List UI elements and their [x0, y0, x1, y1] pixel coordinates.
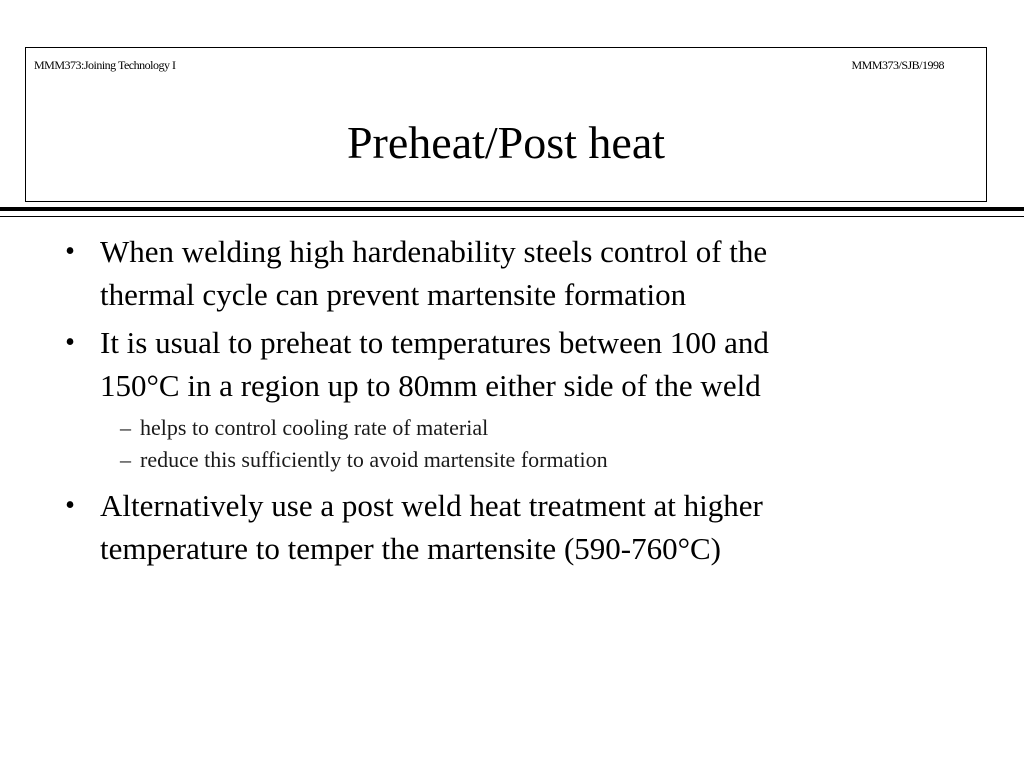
slide-title: Preheat/Post heat: [346, 117, 666, 168]
bullet-text-line: It is usual to preheat to temperatures between 100 and: [100, 325, 769, 360]
dash-icon: –: [120, 447, 131, 472]
sub-bullet-item: [60, 412, 960, 444]
bullet-text-line: When welding high hardenability steels control of the: [100, 234, 768, 269]
sub-bullet-list: [60, 412, 960, 476]
bullet-item: [60, 484, 960, 570]
divider-thin: [0, 216, 1024, 217]
dash-icon: –: [120, 415, 131, 440]
bullet-item: [60, 230, 960, 316]
bullet-text-line: thermal cycle can prevent martensite formation: [100, 277, 687, 312]
bullet-text-line: temperature to temper the martensite (590-760°C): [100, 531, 721, 566]
bullet-text-line: Alternatively use a post weld heat treatment at higher: [100, 488, 763, 523]
divider-thick: [0, 207, 1024, 211]
document-reference: MMM373/SJB/1998: [851, 58, 944, 72]
sub-bullet-text: reduce this sufficiently to avoid martensite formation: [140, 447, 608, 472]
bullet-item: [60, 321, 960, 407]
slide-body: [60, 230, 960, 575]
bullet-icon: •: [65, 490, 75, 521]
bullet-icon: •: [65, 327, 75, 358]
bullet-text-line: 150°C in a region up to 80mm either side of the weld: [100, 368, 761, 403]
sub-bullet-item: [60, 444, 960, 476]
bullet-icon: •: [65, 236, 75, 267]
sub-bullet-text: helps to control cooling rate of material: [140, 415, 489, 440]
course-label: MMM373:Joining Technology I: [34, 58, 176, 72]
